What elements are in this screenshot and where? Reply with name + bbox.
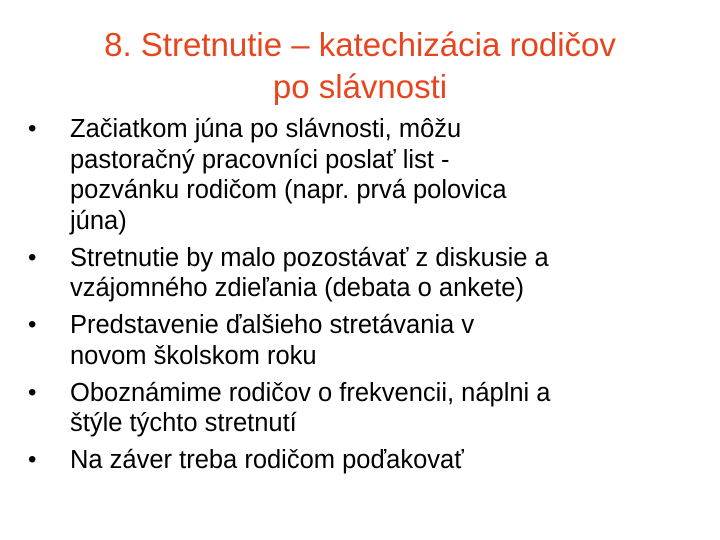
bullet-text-line: pozvánku rodičom (napr. prvá polovica xyxy=(70,176,507,204)
bullet-text-line: štýle týchto stretnutí xyxy=(70,409,297,437)
bullet-dot: • xyxy=(28,378,37,406)
bullet-list xyxy=(24,114,714,482)
bullet-item xyxy=(24,310,714,371)
bullet-dot: • xyxy=(28,311,37,338)
bullet-item xyxy=(24,378,714,439)
bullet-item xyxy=(24,445,714,476)
bullet-item xyxy=(24,243,714,304)
bullet-text-line: júna) xyxy=(70,206,127,235)
bullet-text-line: Oboznámime rodičov o frekvencii, náplni a xyxy=(70,378,551,407)
bullet-text-line: Na záver treba rodičom poďakovať xyxy=(70,446,464,474)
bullet-text-line: vzájomného zdieľania (debata o ankete) xyxy=(70,274,524,302)
bullet-text-line: Začiatkom júna po slávnosti, môžu xyxy=(70,115,462,143)
slide-title-line-2: po slávnosti xyxy=(272,68,448,105)
bullet-text-line: novom školskom roku xyxy=(70,341,317,370)
bullet-dot: • xyxy=(28,243,37,271)
slide-title-line-1: 8. Stretnutie – katechizácia rodičov xyxy=(104,26,616,63)
bullet-item xyxy=(24,114,714,236)
bullet-text-line: Predstavenie ďalšieho stretávania v xyxy=(70,311,475,339)
bullet-dot: • xyxy=(28,446,37,473)
bullet-text-line: pastoračný pracovníci poslať list - xyxy=(70,145,450,174)
slide-title xyxy=(20,24,700,108)
bullet-dot: • xyxy=(28,115,37,142)
bullet-text-line: Stretnutie by malo pozostávať z diskusie a xyxy=(70,243,549,272)
